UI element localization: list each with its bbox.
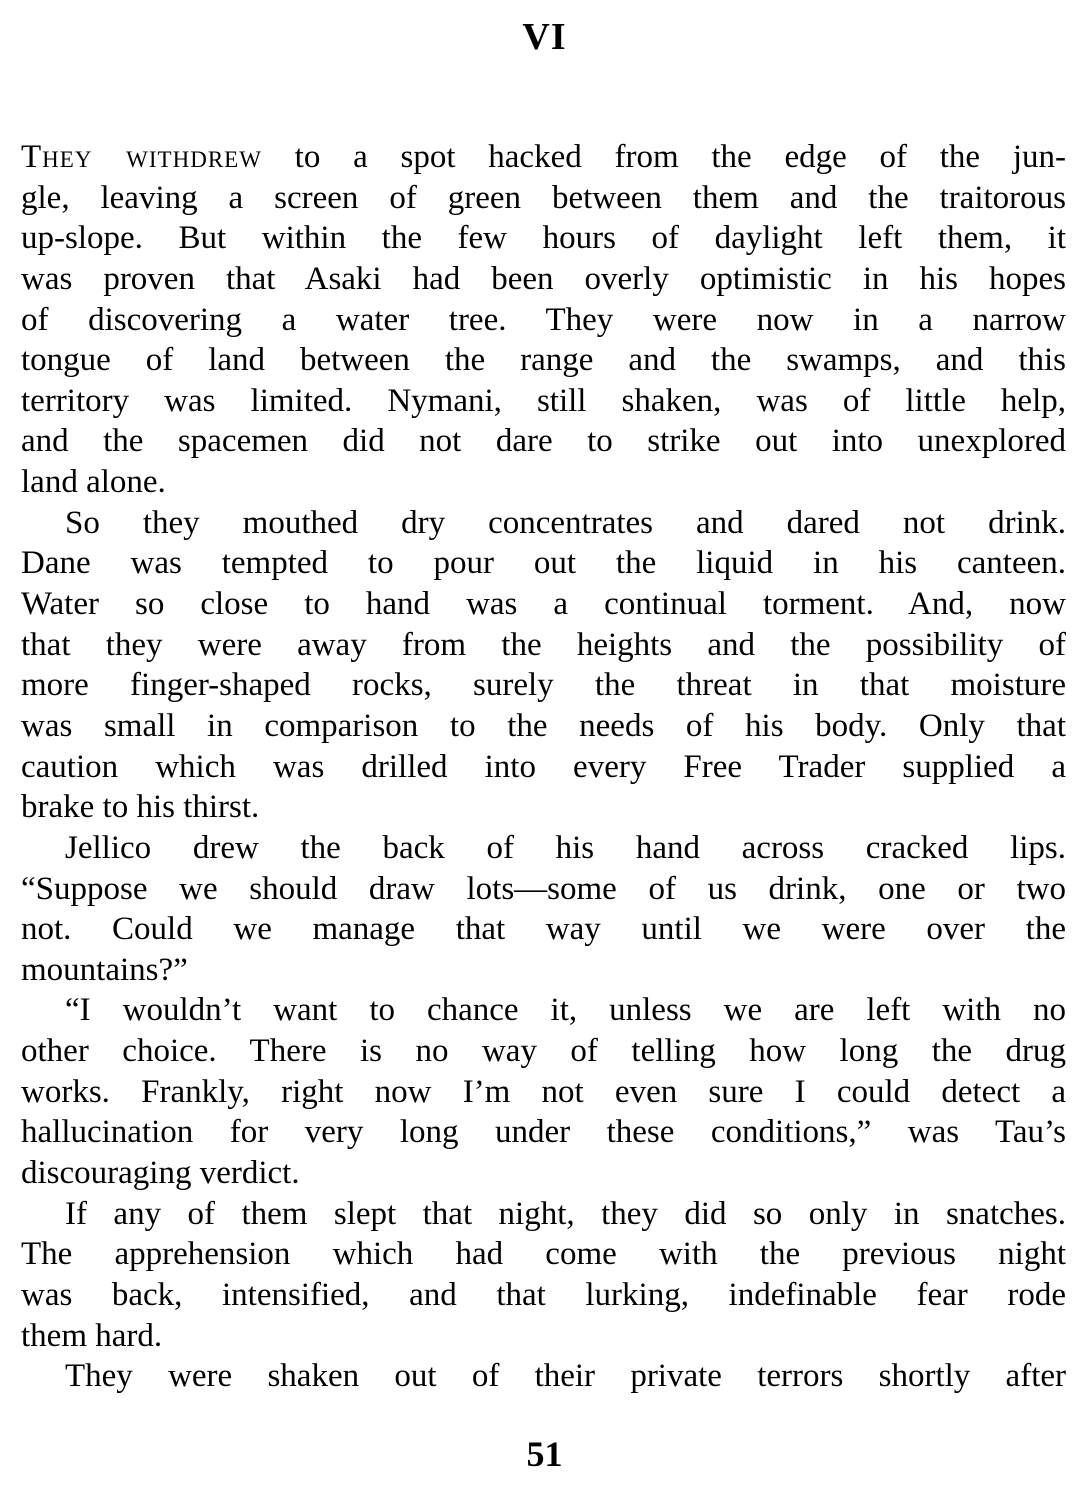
text-line: Dane was tempted to pour out the liquid in his canteen. bbox=[21, 545, 1066, 582]
text-line: Water so close to hand was a continual torment. And, now bbox=[21, 586, 1066, 623]
page-number: 51 bbox=[526, 1434, 563, 1474]
body-text bbox=[21, 137, 1066, 1397]
text-line: was proven that Asaki had been overly optimistic in his hopes bbox=[21, 260, 1066, 297]
text-line: works. Frankly, right now I’m not even sure I could detect a bbox=[21, 1073, 1066, 1110]
text-line: hallucination for very long under these conditions,” was Tau’s bbox=[21, 1114, 1066, 1151]
text-line: them hard. bbox=[21, 1317, 163, 1354]
text-line: discouraging verdict. bbox=[21, 1155, 300, 1192]
text-line: “I wouldn’t want to chance it, unless we are left with no bbox=[65, 992, 1066, 1029]
text-line: Jellico drew the back of his hand across cracked lips. bbox=[65, 829, 1066, 866]
opening-small-caps: They withdrew bbox=[21, 139, 262, 175]
chapter-heading: VI bbox=[522, 16, 567, 58]
text-line: brake to his thirst. bbox=[21, 789, 260, 826]
text-line: not. Could we manage that way until we were over the bbox=[21, 911, 1066, 948]
text-line: “Suppose we should draw lots—some of us drink, one or two bbox=[21, 870, 1066, 907]
text-line: more finger-shaped rocks, surely the threat in that moisture bbox=[21, 667, 1066, 704]
text-line: up-slope. But within the few hours of daylight left them, it bbox=[21, 220, 1066, 257]
text-line: that they were away from the heights and the possibility of bbox=[21, 626, 1066, 663]
text-line: They were shaken out of their private terrors shortly after bbox=[65, 1358, 1066, 1395]
text-line: and the spacemen did not dare to strike out into unexplored bbox=[21, 423, 1066, 460]
text-line: other choice. There is no way of telling how long the drug bbox=[21, 1033, 1066, 1070]
text-line: If any of them slept that night, they did so only in snatches. bbox=[65, 1195, 1066, 1232]
text-line: was back, intensified, and that lurking, indefinable fear rode bbox=[21, 1276, 1066, 1313]
text-line: The apprehension which had come with the previous night bbox=[21, 1236, 1066, 1273]
text-line: of discovering a water tree. They were now in a narrow bbox=[21, 301, 1066, 338]
text-line: So they mouthed dry concentrates and dared not drink. bbox=[65, 504, 1066, 541]
text-line: territory was limited. Nymani, still shaken, was of little help, bbox=[21, 382, 1066, 419]
text-line bbox=[21, 137, 1066, 178]
text-line: gle, leaving a screen of green between them and the traitorous bbox=[21, 179, 1066, 216]
text-line: was small in comparison to the needs of his body. Only that bbox=[21, 707, 1066, 744]
text-line: tongue of land between the range and the swamps, and this bbox=[21, 342, 1066, 379]
text-line: land alone. bbox=[21, 464, 166, 501]
text-line: mountains?” bbox=[21, 951, 188, 988]
text-line-content: to a spot hacked from the edge of the jun- bbox=[261, 139, 1066, 175]
text-line: caution which was drilled into every Free Trader supplied a bbox=[21, 748, 1066, 785]
